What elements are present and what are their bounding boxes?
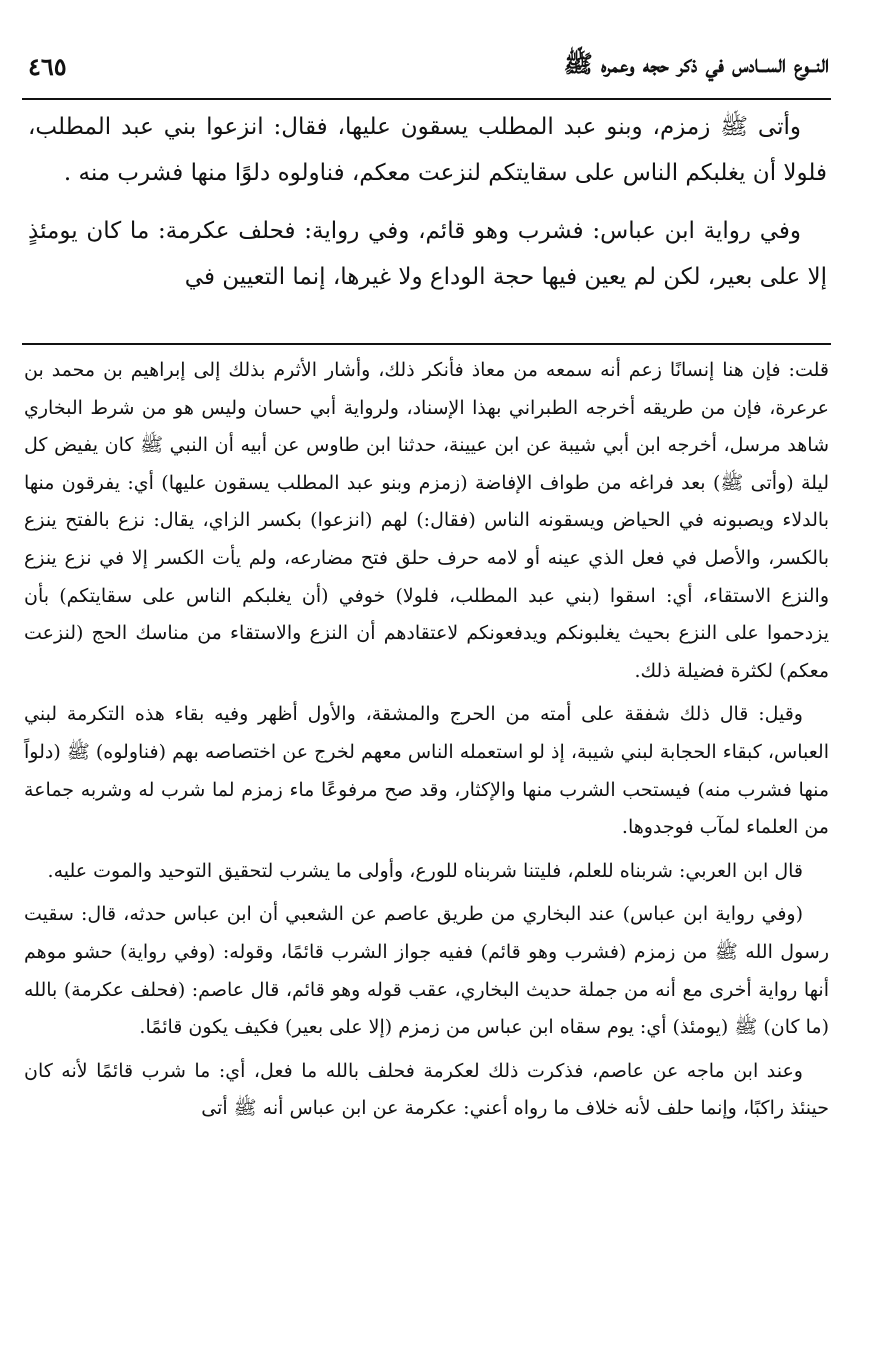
- text-commentary-divider: [22, 343, 831, 345]
- commentary-paragraph: قال ابن العربي: شربناه للعلم، فليتنا شربناه للورع، وأولى ما يشرب لتحقيق التوحيد والموت عليه.: [47, 859, 803, 882]
- commentary-paragraph: وعند ابن ماجه عن عاصم، فذكرت ذلك لعكرمة فحلف بالله ما فعل، أي: ما شرب قائمًا لأنه كان حينئذ راكبًا، وإنما حلف لأنه خلاف ما رواه أعني: عكرمة عن ابن عباس أنه ﷺ أتى: [24, 1059, 829, 1120]
- page-header: [28, 36, 829, 96]
- page-number: ٤٦٥: [28, 51, 67, 81]
- header-rule: [22, 98, 831, 100]
- commentary-paragraph: وقيل: قال ذلك شفقة على أمته من الحرج والمشقة، والأول أظهر وفيه بقاء هذه التكرمة لبني العباس، كبقاء الحجابة لبني شيبة، إذ لو استعمله الناس معهم لخرج عن اختصاصه بهم (فناولوه) ﷺ (دلواً منها فشرب منه) فيستحب الشرب منها والإكثار، وقد صح مرفوعًا ماء زمزم لما شرب له وشربه جماعة من العلماء لمآب فوجدوها.: [24, 703, 829, 839]
- commentary-paragraph: قلت: فإن هنا إنسانًا زعم أنه سمعه من معاذ فأنكر ذلك، وأشار الأثرم بذلك إلى إبراهيم بن محمد بن عرعرة، فإن من طريقه أخرجه الطبراني بهذا الإسناد، ولرواية أبي حسان وليس هو من شرط البخاري شاهد مرسل، أخرجه ابن أبي شيبة عن ابن عيينة، حدثنا ابن طاوس عن أبيه أن النبي ﷺ كان يفيض كل ليلة (وأتى ﷺ) بعد فراغه من طواف الإفاضة (زمزم وبنو عبد المطلب يسقون عليها) أي: يفرقون منها بالدلاء ويصبونه في الحياض ويسقونه الناس (فقال:) لهم (انزعوا) بكسر الزاي، يقال: نزع بالفتح ينزع بالكسر، والأصل في فعل الذي عينه أو لامه حرف حلق فتح مضارعه، ولم يأت الكسر إلا في نزع ينزع والنزع الاستقاء، أي: اسقوا (بني عبد المطلب، فلولا) خوفي (أن يغلبكم الناس على سقايتكم) بأن يزدحموا على النزع بحيث يغلبونكم ويدفعونكم لاعتقادهم أن النزع والاستقاء من مناسك الحج (لنزعت معكم) لكثرة فضيلة ذلك.: [24, 359, 829, 682]
- main-text: [28, 104, 827, 300]
- main-text-paragraph: وأتى ﷺ زمزم، وبنو عبد المطلب يسقون عليها، فقال: انزعوا بني عبد المطلب، فلولا أن يغلبكم الناس على سقايتكم لنزعت معكم، فناولوه دلوًا منها فشرب منه .: [28, 114, 827, 186]
- commentary-text: [24, 352, 829, 1128]
- main-text-paragraph: وفي رواية ابن عباس: فشرب وهو قائم، وفي رواية: فحلف عكرمة: ما كان يومئذٍ إلا على بعير، لكن لم يعين فيها حجة الوداع ولا غيرها، إنما التعيين في: [28, 218, 827, 290]
- chapter-title: النــوع الســادس في ذكر حجه وعمره ﷺ: [563, 48, 829, 78]
- commentary-paragraph: (وفي رواية ابن عباس) عند البخاري من طريق عاصم عن الشعبي أن ابن عباس حدثه، قال: سقيت رسول الله ﷺ من زمزم (فشرب وهو قائم) ففيه جواز الشرب قائمًا، وقوله: (وفي رواية) حشو موهم أنها رواية أخرى مع أنه من جملة حديث البخاري، عقب قوله وهو قائم، قال عاصم: (فحلف عكرمة) بالله (ما كان) ﷺ (يومئذ) أي: يوم سقاه ابن عباس من زمزم (إلا على بعير) فكيف يكون قائمًا.: [24, 903, 829, 1039]
